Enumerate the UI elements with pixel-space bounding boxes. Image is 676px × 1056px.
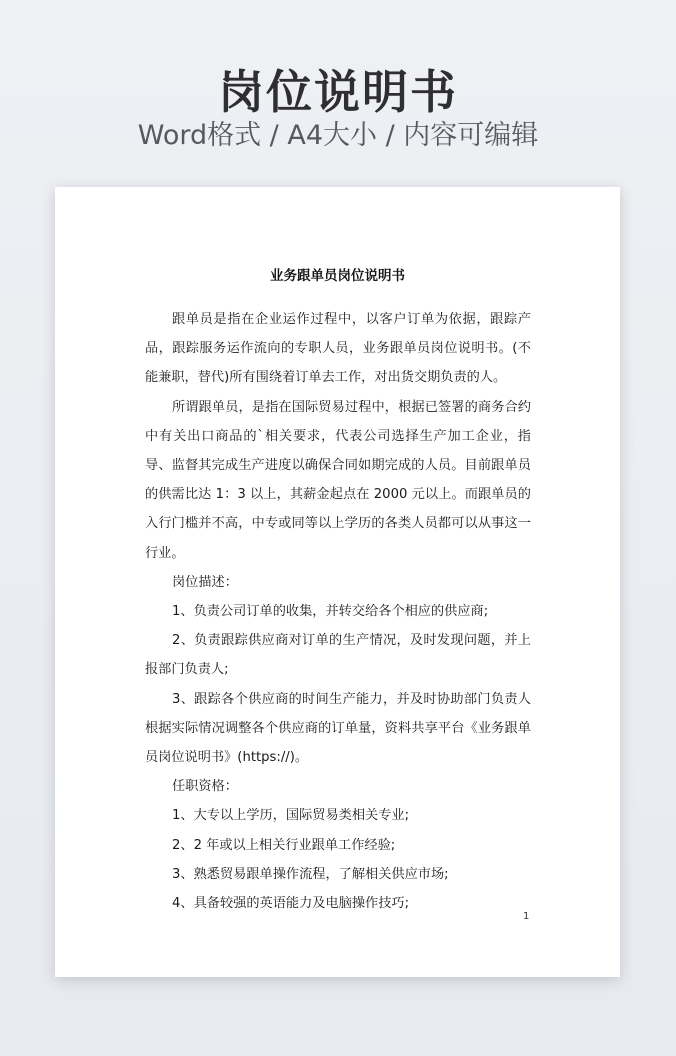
section-heading-job-description: 岗位描述： — [172, 574, 238, 590]
section-heading-qualifications: 任职资格： — [172, 779, 238, 795]
banner-title: 岗位说明书 — [218, 65, 458, 119]
document-body — [145, 305, 531, 918]
list-item-duty-1: 1、负责公司订单的收集，并转交给各个相应的供应商; — [172, 604, 489, 620]
paragraph-trade-definition: 所谓跟单员，是指在国际贸易过程中，根据已签署的商务合约中有关出口商品的`相关要求，代表公司选择生产加工企业，指导、监督其完成生产进度以确保合同如期完成的人员。目前跟单员的供需比达 1：3 以上，其薪金起点在 2000 元以上。而跟单员的入行门槛并不高，中专或同等以上学历的各类人员都可以从事这一行业。 — [145, 399, 531, 561]
list-item-duty-2: 2、负责跟踪供应商对订单的生产情况，及时发现问题，并上报部门负责人; — [145, 633, 531, 678]
banner-subtitle: Word格式 / A4大小 / 内容可编辑 — [137, 120, 539, 151]
document-title: 业务跟单员岗位说明书 — [270, 268, 405, 284]
document-page — [55, 187, 620, 977]
list-item-qualification-3: 3、熟悉贸易跟单操作流程，了解相关供应市场; — [172, 866, 449, 882]
list-item-qualification-1: 1、大专以上学历，国际贸易类相关专业; — [172, 808, 410, 824]
paragraph-intro-definition: 跟单员是指在企业运作过程中，以客户订单为依据，跟踪产品，跟踪服务运作流向的专职人员，业务跟单员岗位说明书。(不能兼职，替代)所有围绕着订单去工作，对出货交期负责的人。 — [145, 312, 531, 386]
list-item-duty-3: 3、跟踪各个供应商的时间生产能力，并及时协助部门负责人根据实际情况调整各个供应商的订单量，资料共享平台《业务跟单员岗位说明书》(https://)。 — [145, 691, 531, 766]
list-item-qualification-4: 4、具备较强的英语能力及电脑操作技巧; — [172, 896, 410, 912]
list-item-qualification-2: 2、2 年或以上相关行业跟单工作经验; — [172, 837, 396, 853]
page-number: 1 — [523, 911, 530, 922]
